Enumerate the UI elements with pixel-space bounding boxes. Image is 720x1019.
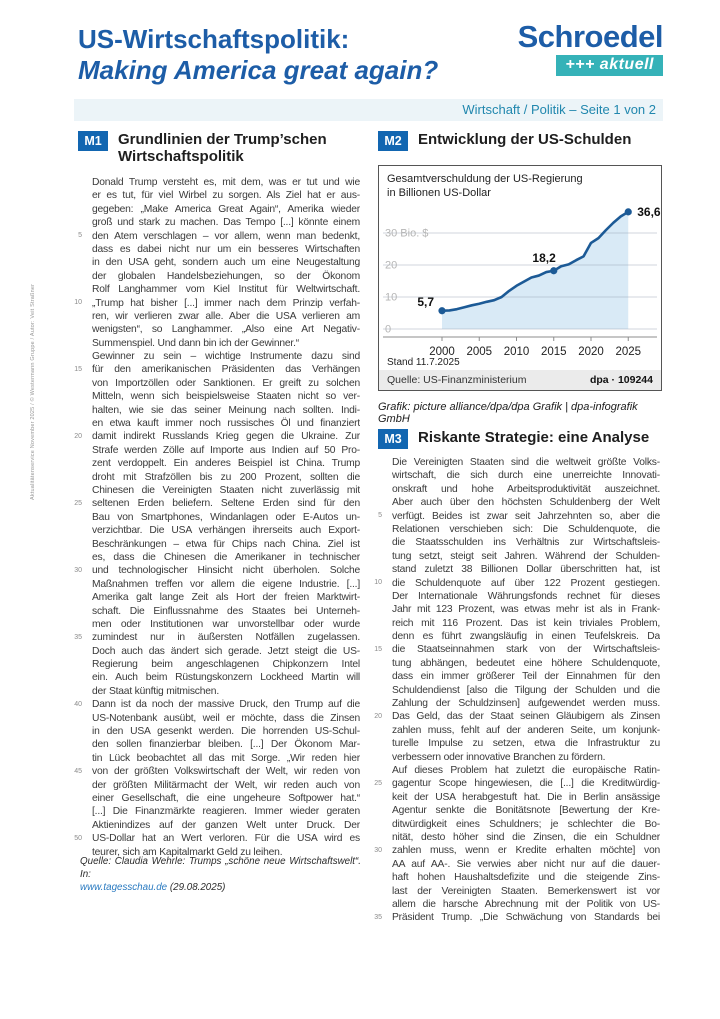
text-line: 30 und technologischer Hinsicht nicht überholen. Solche xyxy=(78,564,360,577)
text-line: wenigsten“, so Langhammer. „Also eine Art Negativ- xyxy=(92,324,360,336)
text-line: en etwa kauft immer noch russisches Öl und finanziert xyxy=(92,418,360,430)
text-line: dass es dabei nicht nur um ein besseres Wirtschaften xyxy=(92,243,360,255)
text-line: zahlen muss, fehlt auf der anderen Seite, um konjunk- xyxy=(392,724,660,736)
publisher-logo-name: Schroedel xyxy=(517,19,663,54)
text-line: onskraft und hohe Arbeitsproduktivität auszeichnet. xyxy=(392,483,660,495)
text-line: schaft. Die Einflussnahme des Staates bei Unterneh- xyxy=(92,605,360,617)
publisher-logo xyxy=(518,20,663,76)
text-line: Aktienindizes auf der ganzen Welt unter Druck. Der xyxy=(92,819,360,831)
text-line: 5 den Atem verschlagen – vor allem, wenn man bedenkt, xyxy=(78,230,360,243)
text-line: 20 Das Geld, das der Staat seinen Gläubigern als Zinsen xyxy=(378,710,660,723)
text-line: last der Vereinigten Staaten. Bemerkenswert ist vor xyxy=(392,885,660,897)
text-line: allem die harsche Abrechnung mit der Politik von US- xyxy=(392,898,660,910)
text-line: Auf dieses Problem hat zuletzt die europäische Ratin- xyxy=(392,764,660,776)
x-axis-label: 2000 xyxy=(429,346,455,358)
text-line: 40 Dann ist da noch der massive Druck, den Trump auf die xyxy=(78,698,360,711)
line-number: 15 xyxy=(74,365,82,373)
text-line: gegeben: „Make America Great Again“, Amerika wieder xyxy=(92,203,360,215)
m2-heading: Entwicklung der US-Schulden xyxy=(418,131,632,148)
debt-chart xyxy=(378,165,662,391)
text-line: Doch auch das ändert sich gerade. Jetzt steigt die US- xyxy=(92,645,360,657)
text-line: 35 zumindest nur in äußersten Notfällen zugelassen. xyxy=(78,631,360,644)
m1-section-header xyxy=(78,131,362,165)
line-number: 15 xyxy=(374,645,382,653)
text-line: 15 für den amerikanischen Präsidenten das Verhängen xyxy=(78,363,360,376)
m1-source-line1: Quelle: Claudia Wehrle: Trumps „schöne neue Wirtschaftswelt“. In: xyxy=(80,856,361,880)
source-link[interactable]: www.tagesschau.de xyxy=(80,882,168,893)
text-line: Regierung beim angeschlagenen Chipkonzern Intel xyxy=(92,659,360,671)
page-title-line2: Making America great again? xyxy=(78,55,439,85)
chart-footer xyxy=(379,370,661,390)
x-axis-label: 2015 xyxy=(540,346,567,358)
text-line: haft hohen Haushaltsdefizite und die steigende Zins- xyxy=(392,872,660,884)
text-line: Die Vereinigten Staaten sind die weltweit größte Volks- xyxy=(392,457,660,468)
text-line: 25 seltenen Erden beliefern. Seltene Erden sind für den xyxy=(78,497,360,510)
text-line: in den USA gesenkt werden. Die horrenden US-Schul- xyxy=(92,726,360,738)
line-number: 20 xyxy=(74,432,82,440)
x-axis-label: 2010 xyxy=(503,346,530,358)
line-number: 20 xyxy=(374,712,382,720)
y-axis-label: 0 xyxy=(385,323,392,336)
text-line: AA auf AA-. Sie verwies aber nicht nur auf die dauer- xyxy=(392,858,660,870)
m3-heading: Riskante Strategie: eine Analyse xyxy=(418,429,650,446)
text-line: Summenspiel. Und dann bin ich der Gewinner.“ xyxy=(92,337,299,349)
text-line: verzichtbar. Die USA verhängen ihrerseits auch Export- xyxy=(92,525,360,537)
text-line: 10 die Schuldenquote auf über 122 Prozent gestiegen. xyxy=(378,577,660,590)
text-line: 45 von der größten Volkswirtschaft der Welt, wir reden von xyxy=(78,765,360,778)
text-line: Donald Trump versteht es, mit dem, was er tut und wie xyxy=(92,177,360,188)
data-label: 18,2 xyxy=(532,250,556,265)
chart-agency-id: dpa · 109244 xyxy=(589,374,653,386)
text-line: 50 US-Dollar hat an Wert verloren. Für die USA wird es xyxy=(78,832,360,845)
text-line: [...] Die Finanzmärkte reagieren. Immer wieder geraten xyxy=(92,806,360,818)
text-line: men oder Institutionen war unvorstellbar oder wurde xyxy=(92,618,360,630)
text-line: droht mit Strafzöllen bis zu 200 Prozent, sollten die xyxy=(92,471,360,483)
text-line: groß und stark zu machen. Das Tempo [...] könnte einem xyxy=(92,217,360,229)
line-number: 45 xyxy=(74,767,82,775)
m2-badge: M2 xyxy=(378,131,408,151)
text-line: nität, desto höher sind die Zinsen, die ein Schuldner xyxy=(392,831,660,843)
text-line: 35 Präsident Trump. „Die Schwächung von Standards bei xyxy=(378,911,660,924)
text-line: 20 damit indirekt Russlands Krieg gegen die Ukraine. Zur xyxy=(78,430,360,443)
text-line: verbessern oder innovative Branchen zu fördern. xyxy=(392,751,606,763)
text-line: ren, wir verlieren zwar alle. Aber die USA verlieren am xyxy=(92,310,360,322)
line-number: 30 xyxy=(374,846,382,854)
text-line: Relationen verschieben sich: Die Schuldenquote, die xyxy=(392,523,660,535)
line-number: 30 xyxy=(74,566,82,574)
text-line: Rolf Langhammer vom Kiel Institut für Weltwirtschaft. xyxy=(92,284,360,296)
text-line: stand zuletzt 38 Billionen Dollar überschritten hat, ist xyxy=(392,564,660,576)
vertical-credit: Aktualitätenservice November 2025 / © Westermann Gruppe / Autor: Veit Straßner xyxy=(30,283,36,500)
data-label: 5,7 xyxy=(417,294,434,309)
text-line: tin Lück beobachtet all das mit Sorge. „Wir reden hier xyxy=(92,752,360,764)
text-line: Aber auch über den höchsten Schuldenberg der Welt xyxy=(392,497,660,509)
text-line: zent verdoppelt. Ein anderes Beispiel ist China. Trump xyxy=(92,458,360,470)
line-number: 40 xyxy=(74,700,82,708)
text-line: den sollen finanzierbar bleiben. [...] Der Ökonom Mar- xyxy=(92,739,360,751)
text-line: der größten Militärmacht der Welt, wir reden auch von xyxy=(92,779,360,791)
data-point xyxy=(438,307,445,314)
line-number: 5 xyxy=(378,512,382,520)
text-line: ditwürdigkeit eines Schuldners; je schlechter die Bo- xyxy=(392,818,660,830)
text-line: 30 zahlen muss, wenn er Kredite erhalten möchte] von xyxy=(378,844,660,857)
data-point xyxy=(550,267,557,274)
text-line: dass ein immer größerer Teil der Einnahmen für den xyxy=(392,671,660,683)
text-line: Schuldendienst [also die Tilgung der Schulden und die xyxy=(392,684,660,696)
line-number: 25 xyxy=(374,779,382,787)
text-line: tung abhängen, bedeutet eine höhere Schuldenquote, xyxy=(392,657,660,669)
text-line: ein. Auch beim Rüstungskonzern Lockheed Martin will xyxy=(92,672,360,684)
text-line: Mitteln, wenn sich beispielsweise Staaten nicht so ver- xyxy=(92,391,360,403)
m1-source xyxy=(80,855,361,894)
text-line: 10 „Trump hat bisher [...] immer nach dem Prinzip verfah- xyxy=(78,297,360,310)
m3-badge: M3 xyxy=(378,429,408,449)
text-line: die Staatsschulden ins Verhältnis zur Wirtschaftsleis- xyxy=(392,537,660,549)
publisher-logo-tagline: +++ aktuell xyxy=(556,55,663,76)
text-line: reich mit 116 Prozent. Das ist kein triviales Problem, xyxy=(392,617,660,629)
text-line: Jahr mit 123 Prozent, was etwas mehr ist als in Frank- xyxy=(392,604,660,616)
text-line: Strafe werden Zölle auf Importe aus Indien auf 50 Pro- xyxy=(92,444,360,456)
line-number: 35 xyxy=(74,633,82,641)
y-axis-label: 10 xyxy=(385,291,398,304)
text-line: Zahlung der Schuldzinsen] aufgewendet werden muss. xyxy=(392,698,660,710)
m1-source-date: (29.08.2025) xyxy=(167,882,226,893)
chart-title: Gesamtverschuldung der US-Regierung in Billionen US-Dollar xyxy=(387,173,583,199)
text-line: der Staat künftig mitmischen. xyxy=(92,685,219,697)
y-axis-label: 30 Bio. $ xyxy=(385,227,429,240)
line-number: 10 xyxy=(374,579,382,587)
area-fill xyxy=(442,212,628,329)
text-line: 5 verfügt. Beides ist zwar seit Jahrzehnten so, aber die xyxy=(378,510,660,523)
page-title-line1: US-Wirtschaftspolitik: xyxy=(78,24,350,54)
text-line: US-Notenbank ausübt, weil er möchte, dass die Zinsen xyxy=(92,712,360,724)
x-axis-label: 2025 xyxy=(615,346,642,358)
text-line: wirtschaft, die sich durch eine unerreichte Innovati- xyxy=(392,470,660,482)
text-line: Maßnahmen treffen vor allem die eigene Industrie. [...] xyxy=(92,578,360,590)
line-number: 35 xyxy=(374,913,382,921)
text-line: 15 die Staatseinnahmen stark von der Wirtschaftsleis- xyxy=(378,643,660,656)
text-line: in den USA geht, sondern auch um eine Neugestaltung xyxy=(92,257,360,269)
text-line: tung setzt, steigt seit Jahren. Während der Schulden- xyxy=(392,550,660,562)
chart-status-date: Stand 11.7.2025 xyxy=(387,357,460,368)
text-line: Gewinner zu sein – wichtige Instrumente dazu sind xyxy=(92,351,360,363)
line-number: 10 xyxy=(74,299,82,307)
x-axis-label: 2005 xyxy=(466,346,493,358)
line-number: 25 xyxy=(74,499,82,507)
line-number: 50 xyxy=(74,834,82,842)
m3-section-header xyxy=(378,429,662,449)
text-line: 25 gagentur Scope hingewiesen, die [...] die Kreditwürdig- xyxy=(378,777,660,790)
y-axis-label: 20 xyxy=(385,259,398,272)
m2-section-header xyxy=(378,131,662,151)
line-number: 5 xyxy=(78,232,82,240)
text-line: der globalen Handelsbeziehungen, so der Ökonom xyxy=(92,270,360,282)
text-line: halten, wie sie das seiner Meinung nach sollten. Indi- xyxy=(92,404,360,416)
text-line: Beschränkungen – etwa für Chips nach China. Ziel ist xyxy=(92,538,360,550)
chart-source: Quelle: US-Finanzministerium xyxy=(387,374,527,386)
text-line: keit der USA herabgestuft hat. Die in Berlin ansässige xyxy=(392,791,660,803)
m1-text xyxy=(74,176,360,859)
chart-credit-caption: Grafik: picture alliance/dpa/dpa Grafik | dpa-infografik GmbH xyxy=(378,401,638,425)
text-line: denn es führt zwangsläufig in einen Teufelskreis. Da xyxy=(392,631,660,643)
text-line: von Importzöllen oder Sanktionen. Er greift zu solchen xyxy=(92,377,360,389)
text-line: einer Gesellschaft, die eine ungeheure Softpower hat.“ xyxy=(92,792,360,804)
text-line: Agentur senkte die Bonitätsnote [Bewertung der Kre- xyxy=(392,805,660,817)
text-line: er es tut, für viel Wirbel zu sorgen. Als Ziel hat er aus- xyxy=(92,190,360,202)
m3-text xyxy=(374,456,660,925)
section-breadcrumb: Wirtschaft / Politik – Seite 1 von 2 xyxy=(74,99,663,121)
m1-badge: M1 xyxy=(78,131,108,151)
data-label: 36,6 xyxy=(637,204,661,219)
text-line: Amerika galt lange Zeit als Hort der freien Marktwirt- xyxy=(92,592,360,604)
text-line: Bau von Smartphones, Windanlagen oder E-Autos un- xyxy=(92,511,360,523)
page-title xyxy=(78,24,438,86)
text-line: Der Internationale Währungsfonds rechnet für dieses xyxy=(392,590,660,602)
m1-heading: Grundlinien der Trump’schen Wirtschaftspolitik xyxy=(118,131,327,165)
text-line: Chinesen die Vereinigten Staaten nicht zuverlässig mit xyxy=(92,484,360,496)
data-point xyxy=(625,208,632,215)
x-axis-label: 2020 xyxy=(578,346,604,358)
text-line: teurer, sich am Kapitalmarkt Geld zu leihen. xyxy=(92,846,283,858)
text-line: es, dass die Chinesen die Amerikaner in technischer xyxy=(92,551,360,563)
text-line: turelle Impulse zu setzen, etwa die Infrastruktur zu xyxy=(392,738,660,750)
